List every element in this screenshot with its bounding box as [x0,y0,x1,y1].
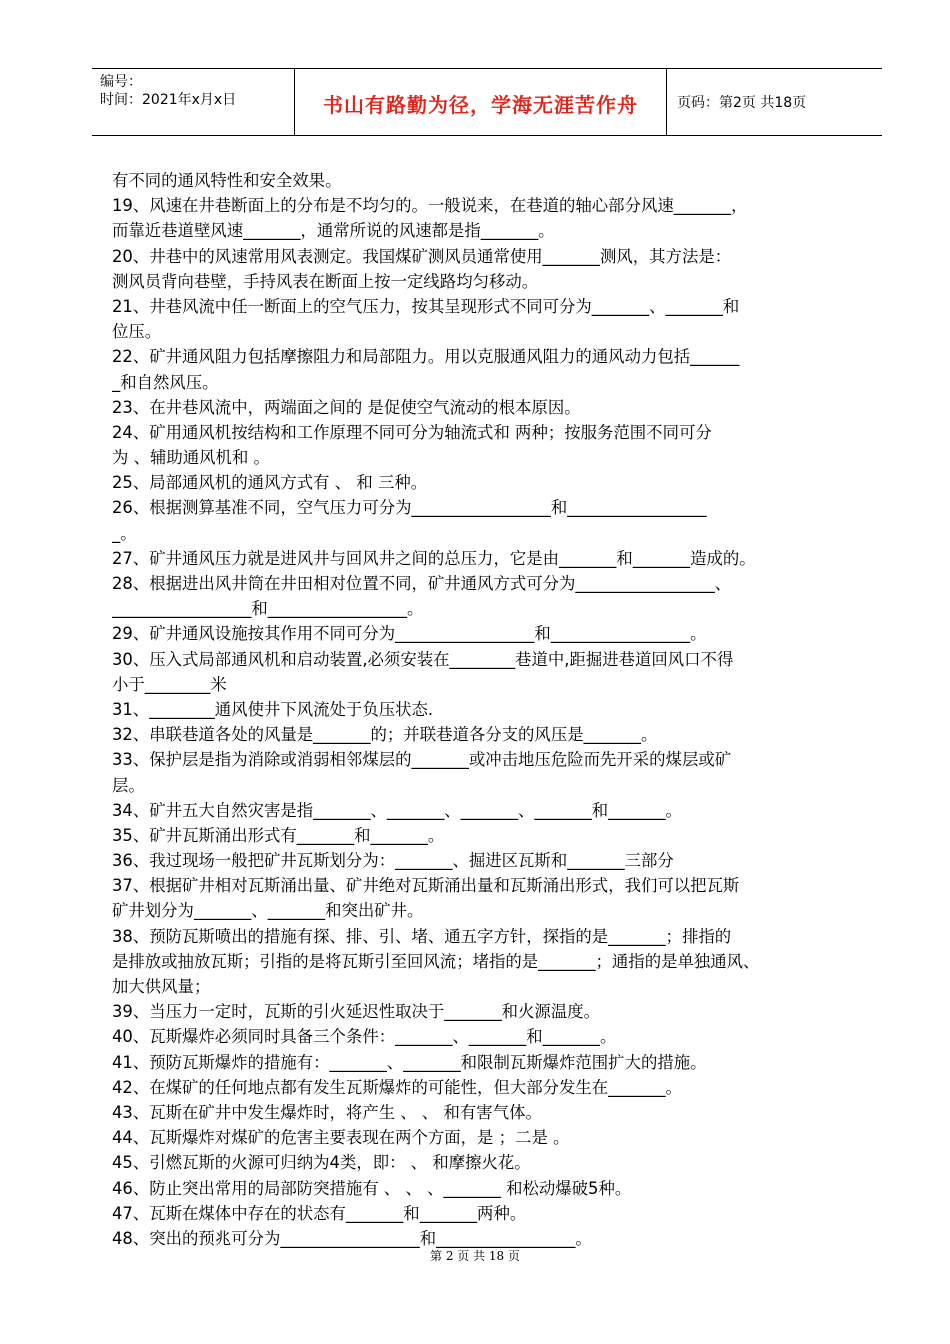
text-line: 30、压入式局部通风机和启动装置,必须安装在________巷道中,距掘进巷道回风口不得 [112,649,734,669]
text-line: 29、矿井通风设施按其作用不同可分为_________________和_________________。 [112,624,707,644]
text-line: 40、瓦斯爆炸必须同时具备三个条件：_______、_______和_______。 [112,1027,617,1047]
time-label: 时间：2021年x月x日 [100,92,237,108]
text-line: 23、在井巷风流中，两端面之间的 是促使空气流动的根本原因。 [112,397,581,417]
text-line: 25、局部通风机的通风方式有 、 和 三种。 [112,473,428,493]
text-line: 36、我过现场一般把矿井瓦斯划分为：_______、掘进区瓦斯和_______三部分 [112,851,674,871]
text-line: 20、井巷中的风速常用风表测定。我国煤矿测风员通常使用_______测风，其方法是： [112,246,732,266]
text-line: 38、预防瓦斯喷出的措施有探、排、引、堵、通五字方针，探指的是_______；排指的 [112,926,732,946]
motto: 书山有路勤为径，学海无涯苦作舟 [323,93,638,117]
text-line: 35、矿井瓦斯涌出形式有_______和_______。 [112,825,445,845]
text-line: 28、根据进出风井筒在井田相对位置不同，矿井通风方式可分为_________________、 [112,574,732,593]
text-line: 26、根据测算基准不同，空气压力可分为_________________和_________________ [112,498,707,518]
text-line: 45、引燃瓦斯的火源可归纳为4类，即： 、 和摩擦火花。 [112,1153,531,1173]
text-line: 34、矿井五大自然灾害是指_______、_______、_______、_______和_______。 [112,800,682,820]
text-line: 24、矿用通风机按结构和工作原理不同可分为轴流式和 两种；按服务范围不同可分 [112,422,712,442]
page-info: 页码：第2页 共18页 [677,95,807,111]
text-line: 为 、辅助通风机和 。 [112,448,270,468]
text-line: 加大供风量； [112,977,211,996]
text-line: 44、瓦斯爆炸对煤矿的危害主要表现在两个方面，是 ；二是 。 [112,1128,570,1148]
text-line: 而靠近巷道壁风速_______，通常所说的风速都是指_______。 [112,221,555,241]
text-line: 42、在煤矿的任何地点都有发生瓦斯爆炸的可能性，但大部分发生在_______。 [112,1077,682,1097]
text-line: 43、瓦斯在矿井中发生爆炸时，将产生 、 、 和有害气体。 [112,1102,542,1122]
text-line: 33、保护层是指为消除或消弱相邻煤层的_______或冲击地压危险而先开采的煤层或矿 [112,750,732,770]
text-line: 46、防止突出常用的局部防突措施有 、 、 、_______ 和松动爆破5种。 [112,1178,632,1198]
text-line: 48、突出的预兆可分为_________________和_________________。 [112,1228,592,1248]
text-line: 47、瓦斯在煤体中存在的状态有_______和_______两种。 [112,1203,527,1223]
question-list [112,168,872,1251]
page-footer: 第 2 页 共 18 页 [430,1249,520,1263]
text-line: 矿井划分为_______、_______和突出矿井。 [112,901,424,921]
text-line: 测风员背向巷壁，手持风表在断面上按一定线路均匀移动。 [112,271,539,291]
page-header [92,68,882,136]
text-line: 32、串联巷道各处的风量是_______的；并联巷道各分支的风压是_______。 [112,725,658,745]
text-line: 19、风速在井巷断面上的分布是不均匀的。一般说来，在巷道的轴心部分风速_______， [112,196,748,216]
text-line: 21、井巷风流中任一断面上的空气压力，按其呈现形式不同可分为_______、_______和 [112,296,740,316]
text-line: 位压。 [112,322,162,342]
text-line: 有不同的通风特性和安全效果。 [112,171,342,190]
text-line: 41、预防瓦斯爆炸的措施有：_______、_______和限制瓦斯爆炸范围扩大的措施。 [112,1052,707,1072]
text-line: 层。 [112,775,145,795]
number-label: 编号： [100,74,142,90]
text-line: 39、当压力一定时，瓦斯的引火延迟性取决于_______和火源温度。 [112,1002,600,1022]
text-line: 37、根据矿井相对瓦斯涌出量、矿井绝对瓦斯涌出量和瓦斯涌出形式，我们可以把瓦斯 [112,876,740,896]
text-line: _。 [112,523,137,543]
text-line: 小于________米 [112,674,227,694]
header-page-cell [667,69,882,135]
text-line: 31、________通风使井下风流处于负压状态. [112,699,434,719]
header-motto-cell [295,69,667,135]
text-line: _________________和_________________。 [112,599,424,619]
text-line: 22、矿井通风阻力包括摩擦阻力和局部阻力。用以克服通风阻力的通风动力包括______ [112,347,740,367]
text-line: 是排放或抽放瓦斯；引指的是将瓦斯引至回风流；堵指的是_______；通指的是单独通风、 [112,951,760,971]
text-line: _和自然风压。 [112,372,219,392]
text-line: 27、矿井通风压力就是进风井与回风井之间的总压力，它是由_______和_______造成的。 [112,548,756,568]
header-meta-cell [92,69,295,135]
